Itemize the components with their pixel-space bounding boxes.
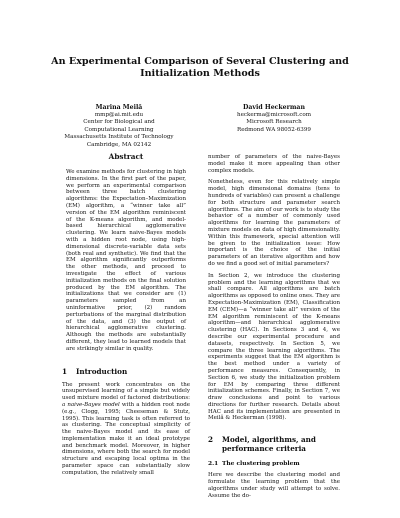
paper-title bbox=[40, 56, 360, 80]
text-run: with a hidden root node (e.g., Clogg, 1995; Cheeseman & Stutz, 1995). This learning task is often referred to as clustering. The conceptual simplicity of the naive-Bayes model and its ease of implementation make it an ideal prototype and benchmark model. Moreover, in higher dimensions, where both the search for model structure and escaping local optima in the parameter space can substantially slow computation, the relatively small bbox=[62, 401, 190, 476]
paragraph: Nonetheless, even for this relatively simple model, high dimensional domains (tens to hundreds of variables) can present a challenge for both structure and parameter search algorithms. The aim of our work is to study the behavior of a number of commonly used algorithms for learning the parameters of mixture models on data of high dimensionality. Within this framework, special attention will be given to the initialization issue: How important is the choice of the initial parameters of an iterative algorithm and how do we find a good set of initial parameters? bbox=[208, 179, 340, 267]
section-title-line: performance criteria bbox=[222, 444, 306, 454]
text-run: The present work concentrates on the unsupervised learning of a simple but widely used mixture model of factored distributions: bbox=[62, 381, 190, 402]
subsection-heading bbox=[208, 460, 340, 467]
author-address: Cambridge, MA 02142 bbox=[86, 141, 152, 148]
emphasis: a naive-Bayes model bbox=[62, 401, 120, 408]
author-email: heckerma@microsoft.com bbox=[236, 111, 312, 118]
section-heading bbox=[62, 367, 190, 376]
author-name: Marina Meilă bbox=[95, 104, 143, 111]
author-name: David Heckerman bbox=[243, 104, 305, 111]
title-line: Initialization Methods bbox=[140, 68, 260, 79]
section-title-line: Model, algorithms, and bbox=[222, 435, 316, 445]
author-affiliation: Massachusetts Institute of Technology bbox=[64, 134, 174, 141]
author-block-2 bbox=[218, 104, 330, 134]
paragraph: number of parameters of the naive-Bayes model make it more appealing than other complex models. bbox=[208, 154, 340, 174]
author-affiliation: Microsoft Research bbox=[246, 119, 302, 126]
section-number: 2 bbox=[208, 435, 214, 445]
section-number: 1 bbox=[62, 366, 68, 376]
subsection-number: 2.1 bbox=[208, 460, 219, 468]
author-block-1 bbox=[64, 104, 174, 150]
abstract-heading: Abstract bbox=[108, 152, 144, 161]
author-affiliation: Computational Learning bbox=[84, 126, 154, 133]
abstract-text: We examine methods for clustering in high dimensions. In the first part of the paper, we perform an experimental comparison between three batch clustering algorithms: the Expectation–Maximization (EM) algorithm, a “winner take all” version of the EM algorithm reminiscent of the K-means algorithm, and model-based hierarchical agglomerative clustering. We learn naive-Bayes models with a hidden root node, using high-dimensional discrete-variable data sets (both real and synthetic). We find that the EM algorithm significantly outperforms the other methods, and proceed to investigate the effect of various initialization methods on the final solution produced by the EM algorithm. The initializations that we consider are (1) parameters sampled from an uninformative prior, (2) random perturbations of the marginal distribution of the data, and (3) the output of hierarchical agglomerative clustering. Although the methods are substantially different, they lead to learned models that are strikingly similar in quality. bbox=[66, 169, 186, 352]
abstract bbox=[62, 169, 190, 353]
paragraph bbox=[62, 382, 190, 477]
paragraph: Here we describe the clustering model and formulate the learning problem that the algorithms under study will attempt to solve. Assume the do- bbox=[208, 472, 340, 499]
paragraph: In Section 2, we introduce the clustering problem and the learning algorithms that we shall compare. All algorithms are batch algorithms as opposed to online ones. They are Expectation-Maximization (EM), Classification EM (CEM)—a “winner take all” version of the EM algorithm reminiscent of the K-means algorithm—and hierarchical agglomerative clustering (HAC). In Sections 3 and 4, we describe our experimental procedure and datasets, respectively. In Section 5, we compare the three learning algorithms. The experiments suggest that the EM algorithm is the best method under a variety of performance measures. Consequently, in Section 6, we study the initialization problem for EM by comparing three different initialization schemes. Finally, in Section 7, we draw conclusions and point to various directions for further research. Details about HAC and its implementation are presented in Meilă & Heckerman (1998). bbox=[208, 272, 340, 422]
right-column bbox=[208, 154, 340, 499]
section-title: Introduction bbox=[76, 366, 128, 376]
title-line: An Experimental Comparison of Several Clustering and bbox=[51, 56, 349, 67]
section-heading bbox=[208, 435, 340, 453]
left-column bbox=[62, 153, 190, 477]
author-address: Redmond WA 98052-6399 bbox=[237, 126, 311, 133]
author-email: mmp@ai.mit.edu bbox=[94, 111, 144, 118]
subsection-title: The clustering problem bbox=[222, 460, 300, 468]
author-affiliation: Center for Biological and bbox=[83, 119, 155, 126]
